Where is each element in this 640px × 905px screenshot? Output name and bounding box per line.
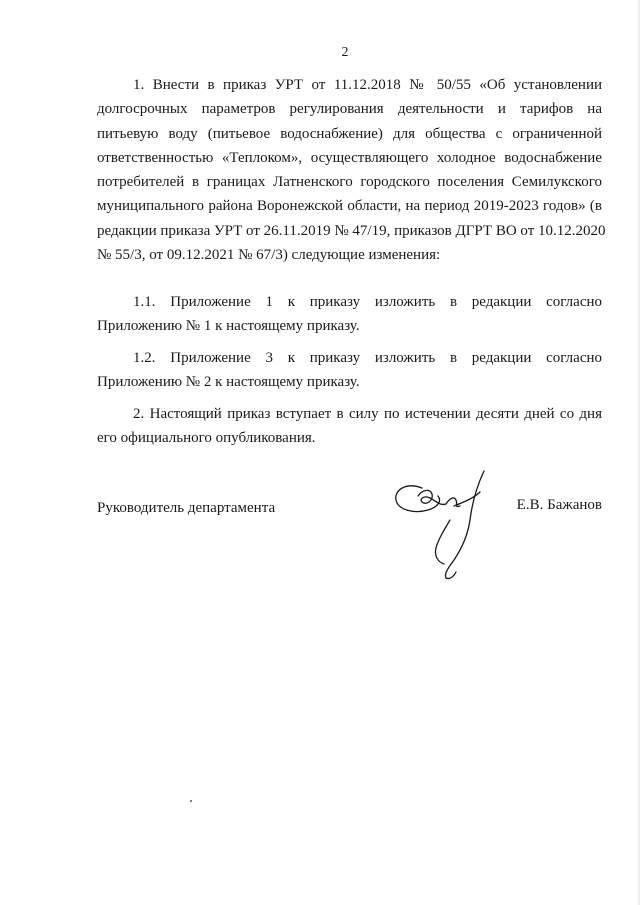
paragraph-1 [97,73,606,267]
page-edge [636,0,640,905]
paragraph-line: Приложению № 1 к настоящему приказу. [97,318,360,335]
paragraph-1-2 [97,346,602,395]
signer-name: Е.В. Бажанов [516,497,602,513]
paragraph-line: питьевую воду (питьевое водоснабжение) для общества с ограниченной [97,125,602,142]
paragraph-line: 2. Настоящий приказ вступает в силу по истечении десяти дней со дня [133,406,602,422]
page-number: 2 [341,45,349,60]
scan-dot [190,800,192,802]
paragraph-line: ответственностью «Теплоком», осуществляющего холодное водоснабжение [97,149,602,166]
paragraph-line: 1.2. Приложение 3 к приказу изложить в редакции согласно [133,350,602,366]
paragraph-line: Приложению № 2 к настоящему приказу. [97,374,360,391]
paragraph-line: долгосрочных параметров регулирования деятельности и тарифов на [97,101,602,118]
paragraph-line: 1.1. Приложение 1 к приказу изложить в редакции согласно [133,294,602,310]
signature-icon [388,468,498,583]
paragraph-line: муниципального района Воронежской области, на период 2019-2023 годов» (в [97,198,602,215]
paragraph-2 [97,402,602,451]
paragraph-line: редакции приказа УРТ от 26.11.2019 № 47/19, приказов ДГРТ ВО от 10.12.2020 [97,222,606,239]
paragraph-line: 1. Внести в приказ УРТ от 11.12.2018 № 50/55 «Об установлении [133,77,602,93]
signer-title: Руководитель департамента [97,500,276,516]
paragraph-line: № 55/3, от 09.12.2021 № 67/3) следующие изменения: [97,247,441,264]
paragraph-1-1 [97,290,602,339]
paragraph-line: его официального опубликования. [97,430,316,447]
paragraph-line: потребителей в границах Латненского городского поселения Семилукского [97,174,602,191]
